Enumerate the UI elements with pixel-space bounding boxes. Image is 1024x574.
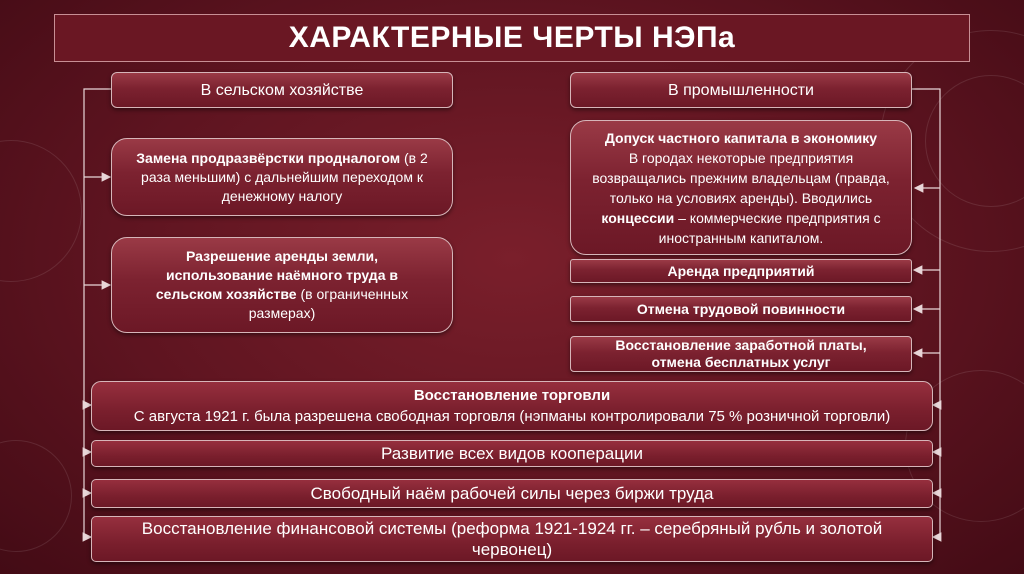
cooperation-label: Развитие всех видов кооперации xyxy=(381,443,643,463)
industry-header-label: В промышленности xyxy=(668,81,814,99)
industry-header xyxy=(570,72,912,108)
land-lease-rest: (в ограниченных размерах) xyxy=(248,286,409,321)
land-lease-text xyxy=(132,247,432,323)
enterprise-lease-box xyxy=(570,259,912,283)
private-capital-text-part2: – коммерческие предприятия с иностранным капиталом. xyxy=(658,209,881,246)
labor-exchange-label: Свободный наём рабочей силы через биржи труда xyxy=(310,483,714,503)
tax-replacement-text xyxy=(126,149,438,206)
tax-replacement-box xyxy=(111,138,453,216)
wages-box xyxy=(570,336,912,372)
labor-exchange-box xyxy=(91,479,933,508)
trade-title: Восстановление торговли xyxy=(413,387,611,404)
private-capital-text-part1: В городах некоторые предприятия возвращались прежним владельцам (правда, только на условиях аренды). Вводились xyxy=(592,149,890,206)
labor-duty-label: Отмена трудовой повинности xyxy=(636,300,846,317)
private-capital-title: Допуск частного капитала в экономику xyxy=(604,129,878,146)
land-lease-box xyxy=(111,237,453,333)
finance-box xyxy=(91,516,933,562)
private-capital-box xyxy=(570,120,912,255)
agriculture-header-label: В сельском хозяйстве xyxy=(200,81,364,99)
trade-text: С августа 1921 г. была разрешена свободная торговля (нэпманы контролировали 75 % розничной торговли) xyxy=(133,408,891,425)
land-lease-bold: Разрешение аренды земли, использование наёмного труда в сельском хозяйстве xyxy=(155,248,398,302)
trade-box xyxy=(91,381,933,431)
agriculture-header xyxy=(111,72,453,108)
finance-label: Восстановление финансовой системы (реформа 1921-1924 гг. – серебряный рубль и золотой червонец) xyxy=(141,519,883,559)
concessions-term: концессии xyxy=(601,209,675,226)
tax-replacement-rest: (в 2 раза меньшим) с дальнейшим переходом к денежному налогу xyxy=(141,149,428,204)
private-capital-text xyxy=(585,148,897,248)
cooperation-box xyxy=(91,440,933,467)
wages-label: Восстановление заработной платы, отмена бесплатных услуг xyxy=(615,337,867,370)
page-title: ХАРАКТЕРНЫЕ ЧЕРТЫ НЭПа xyxy=(54,14,970,62)
enterprise-lease-label: Аренда предприятий xyxy=(667,262,815,279)
labor-duty-box xyxy=(570,296,912,322)
tax-replacement-bold: Замена продразвёрстки продналогом xyxy=(136,149,401,166)
